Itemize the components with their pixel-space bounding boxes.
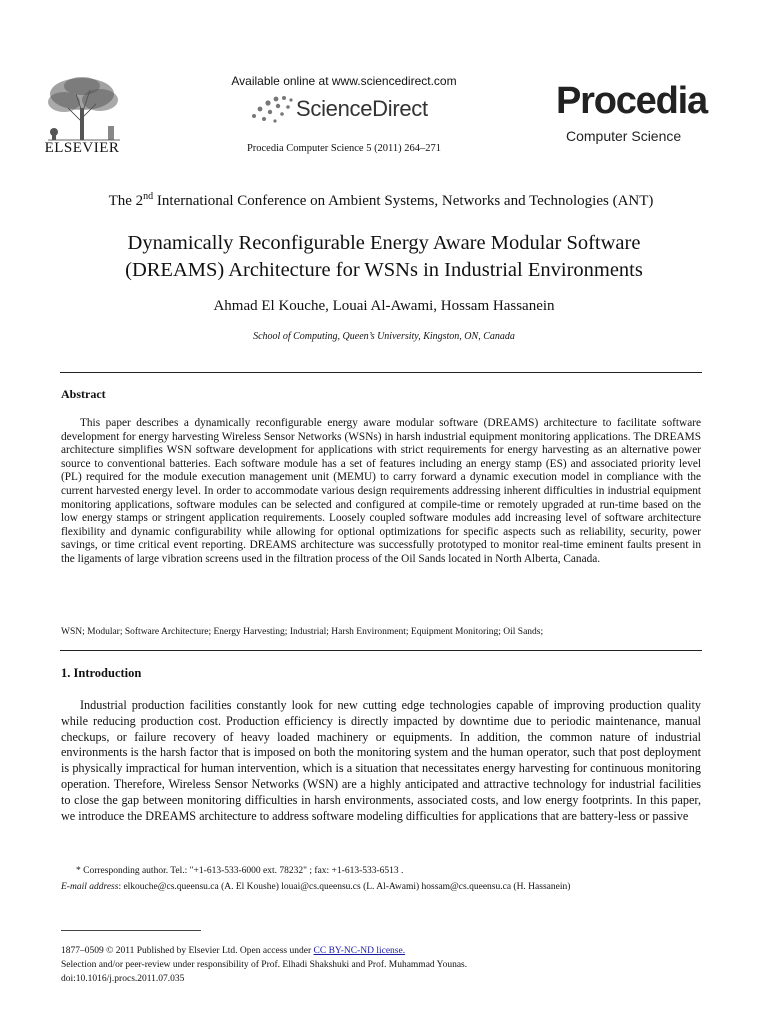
conference-rest: International Conference on Ambient Systems, Networks and Technologies (ANT) [153, 193, 654, 209]
available-online-text: Available online at www.sciencedirect.com [231, 74, 457, 88]
divider [60, 650, 702, 651]
publisher-name: ELSEVIER [44, 140, 120, 156]
sciencedirect-logo [246, 92, 446, 128]
corresponding-author-note: * Corresponding author. Tel.: "+1-613-533-6000 ext. 78232" ; fax: +1-613-533-6513 . [76, 866, 404, 876]
copyright-text: 1877–0509 © 2011 Published by Elsevier Ltd. Open access under [61, 946, 314, 956]
divider [60, 372, 702, 373]
copyright-line [61, 946, 405, 956]
procedia-logo: Procedia [556, 80, 707, 122]
authors: Ahmad El Kouche, Louai Al-Awami, Hossam Hassanein [213, 298, 555, 314]
abstract-heading: Abstract [61, 387, 106, 401]
license-link[interactable]: CC BY-NC-ND license. [313, 946, 406, 956]
email-addresses: : elkouche@cs.queensu.ca (A. El Koushe) louai@cs.queensu.cs (L. Al-Awami) hossam@cs.queensu.ca (H. Hassanein) [118, 882, 571, 892]
journal-reference: Procedia Computer Science 5 (2011) 264–271 [246, 143, 442, 154]
procedia-subtitle: Computer Science [566, 128, 682, 144]
sciencedirect-dots-icon [246, 94, 296, 126]
footer-divider [61, 930, 201, 931]
sciencedirect-wordmark: ScienceDirect [296, 96, 428, 121]
introduction-body: Industrial production facilities constantly look for new cutting edge technologies capable of improving production quality while reducing production cost. Production efficiency is directly impacted by downtime due to periodic maintenance, manual checkups, or failure recovery of heavy loaded machinery or equipments. In addition, the common nature of industrial environments is the harsh factor that is imposed on both the monitoring system and the human operator, such that post deployment is physically impractical for human intervention, which is a situation that necessitates energy harvesting for continuous monitoring operation. Therefore, Wireless Sensor Networks (WSN) are a highly anticipated and attractive technology for industrial facilities to close the gap between monitoring difficulties in harsh environments, associated costs, and low energy footprints. In this paper, we introduce the DREAMS architecture to address software modeling difficulties for applications that are battery-less or passive [61, 698, 701, 823]
paper-title [40, 230, 728, 284]
paper-title-line-2: (DREAMS) Architecture for WSNs in Industrial Environments [125, 259, 643, 281]
affiliation: School of Computing, Queen’s University, Kingston, ON, Canada [253, 331, 515, 342]
conference-prefix: The 2 [108, 193, 144, 209]
doi-line: doi:10.1016/j.procs.2011.07.035 [61, 974, 185, 984]
conference-ordinal-suffix: nd [143, 191, 154, 202]
keywords: WSN; Modular; Software Architecture; Energy Harvesting; Industrial; Harsh Environment; Equipment Monitoring; Oil Sands; [61, 627, 544, 637]
paper-title-line-1: Dynamically Reconfigurable Energy Aware Modular Software [127, 232, 641, 254]
email-label: E-mail address [61, 882, 119, 892]
abstract-body: This paper describes a dynamically reconfigurable energy aware modular software (DREAMS) architecture to facilitate software development for energy harvesting Wireless Sensor Networks (WSNs) in harsh industrial equipment monitoring applications. The DREAMS architecture simplifies WSN software development for applications with strict requirements for energy harvesting as an alternative power source to conventional batteries. Each software module has a set of features including an energy stamp (ES) and associated priority level (PL) required for the module execution management unit (MEMU) to carry forward a dynamic execution model in compliance with the current harvested energy level. In order to accommodate various design requirements addressing inherent difficulties in industrial equipment monitoring applications, software modules can be selected and configured at compile-time or remotely upgraded at run-time based on the low energy stamps or stringent application requirements. Loosely coupled software modules add increasing level of software architecture flexibility and dynamic configurability while allowing for optional optimizations for specific aspects such as reliability, security, power savings, or time critical event reporting. DREAMS architecture was successfully prototyped to monitor real-time eminent faults present in the ligaments of large vibration screens used in the filtration process of the Oil Sands located in North Alberta, Canada. [61, 417, 701, 565]
email-footnote [61, 882, 721, 892]
introduction-heading: 1. Introduction [61, 666, 142, 680]
peer-review-line: Selection and/or peer-review under responsibility of Prof. Elhadi Shakshuki and Prof. Muhammad Younas. [61, 960, 468, 970]
conference-name [30, 191, 732, 210]
